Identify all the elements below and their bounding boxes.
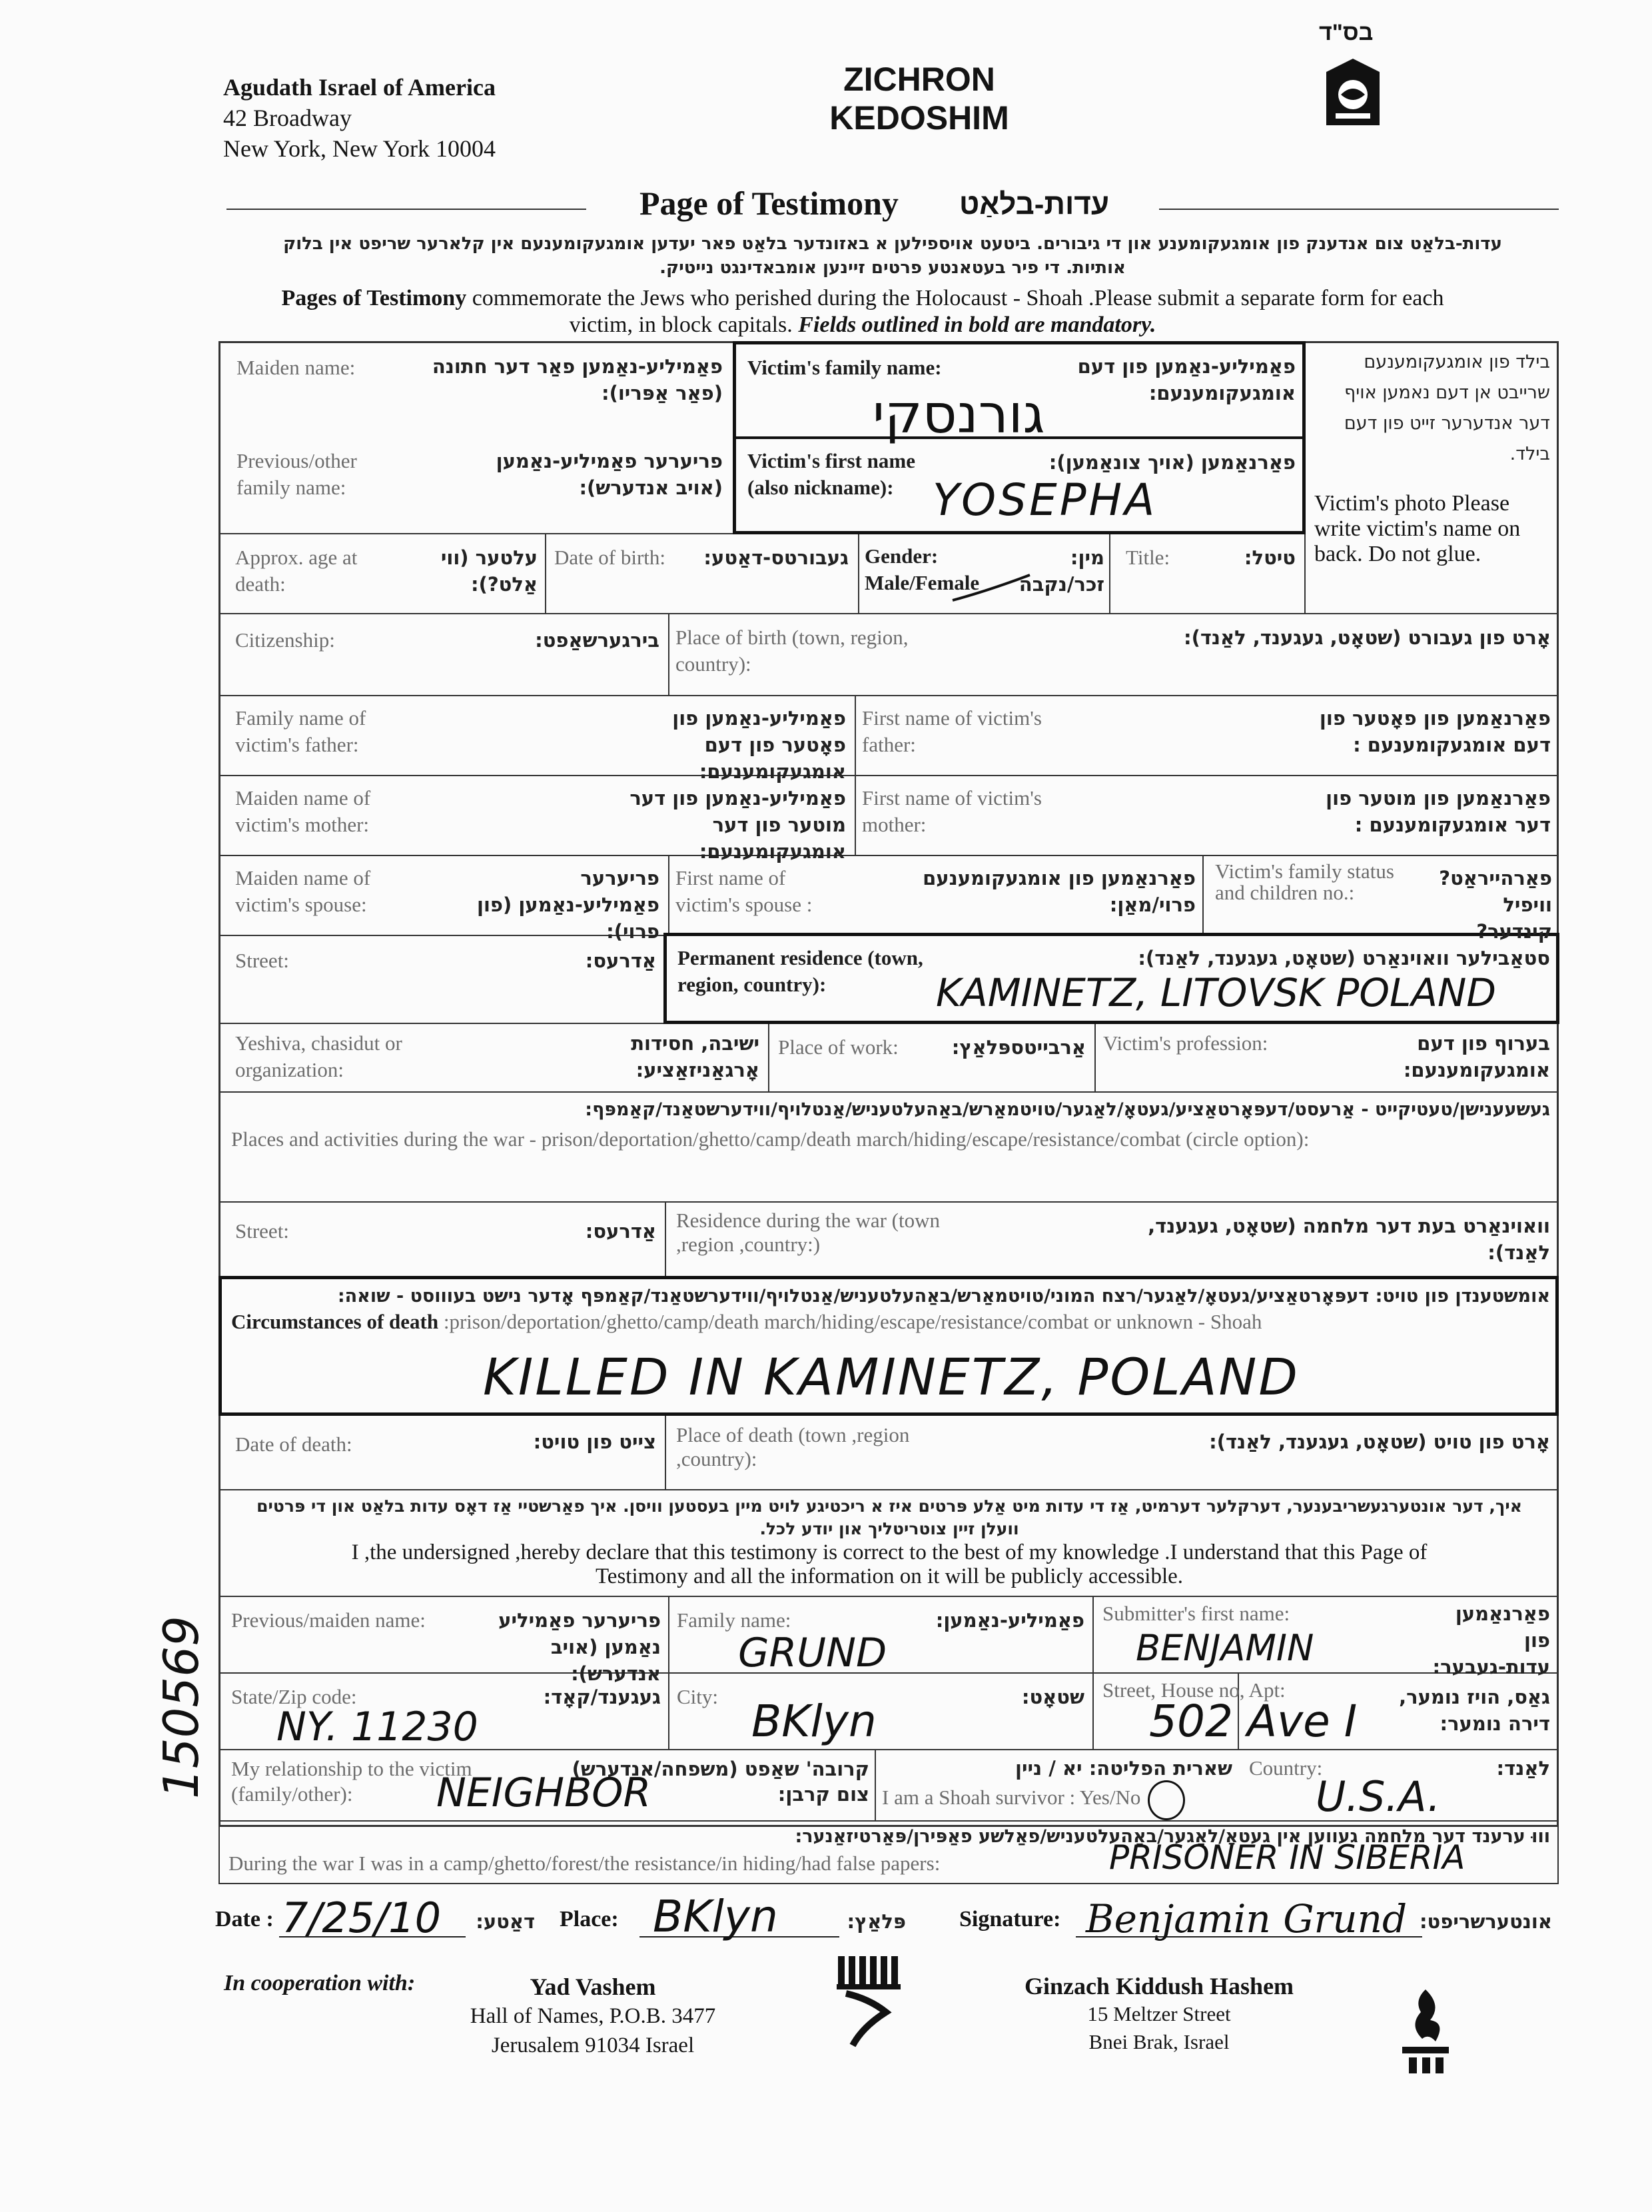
father-family-label-heb: פאַמיליע-נאַמען פון פאָטער פון דעם אומגעקומענעם:	[672, 707, 846, 783]
war-residence-label: Residence during the war (town ,region ,country:)	[676, 1209, 940, 1256]
rule	[218, 1596, 1559, 1597]
submitter-family-label: Family name:	[677, 1608, 791, 1632]
org-street: 42 Broadway	[223, 105, 352, 131]
spouse-maiden-label-heb: פריערער פאַמיליע-נאַמען (פון פרוי):	[477, 867, 659, 943]
field-war-activities[interactable]	[223, 1094, 1555, 1199]
work-label: Place of work:	[778, 1035, 899, 1059]
age-label-heb: עלטער (ווי אַלט?):	[440, 546, 538, 596]
field-spouse-first-name[interactable]	[671, 858, 1201, 933]
rule	[1092, 1596, 1094, 1749]
ginzach-addr-1: 15 Meltzer Street	[1087, 2002, 1231, 2025]
title-label-heb: טיטל:	[1244, 546, 1296, 569]
field-war-street[interactable]	[223, 1205, 663, 1274]
rule	[218, 855, 1559, 856]
signature-label: Signature:	[959, 1907, 1061, 1932]
place-field[interactable]	[560, 1891, 933, 1944]
profession-label-heb: בערוף פון דעם אומגעקומענעם:	[1403, 1032, 1550, 1081]
submitter-previous-label-heb: פריערער פאַמיליע נאַמען (אויב אנדערש):	[498, 1609, 661, 1685]
margin-reference-number: 150569	[153, 1616, 209, 1799]
street-label: Street:	[235, 949, 289, 972]
title-line-2: KEDOSHIM	[829, 99, 1009, 137]
yeshiva-label-heb: ישיבה, חסידות אָרגאַניזאַציע:	[631, 1032, 759, 1081]
rule	[1094, 1023, 1096, 1091]
mother-first-label: First name of victim's mother:	[862, 786, 1042, 836]
submitter-first-value[interactable]: BENJAMIN	[1136, 1627, 1314, 1669]
spouse-first-label-heb: פאַרנאַמען פון אומגעקומענעם פרוי/מאַן:	[923, 867, 1196, 916]
field-place-of-death[interactable]	[669, 1419, 1555, 1487]
family-name-value[interactable]: גורנסקי	[873, 383, 1045, 445]
city-value[interactable]: BKlyn	[751, 1696, 877, 1747]
mother-maiden-label: Maiden name of victim's mother:	[235, 786, 371, 836]
previous-name-label-heb: פריערער פאַמיליע-נאַמען (אויב אנדערש):	[496, 450, 723, 499]
org-city: New York, New York 10004	[223, 135, 496, 162]
field-country[interactable]	[1242, 1752, 1555, 1819]
signature-field[interactable]	[959, 1898, 1559, 1957]
field-maiden-name[interactable]	[223, 346, 729, 420]
street-label-heb: אַדרעס:	[585, 949, 656, 972]
pob-label: Place of birth (town, region, country):	[675, 626, 909, 676]
rule	[218, 1201, 1559, 1203]
age-label: Approx. age at death:	[235, 546, 358, 596]
mother-first-label-heb: פאַרנאַמען פון מוטער פון דער אומגעקומענעם :	[1326, 787, 1551, 836]
war-street-label-heb: אַדרעס:	[585, 1220, 656, 1243]
rule	[668, 1596, 669, 1749]
field-war-whereabouts[interactable]	[223, 1824, 1555, 1884]
bsd-mark: בס"ד	[1319, 20, 1374, 45]
title-label: Title:	[1126, 546, 1170, 569]
date-value[interactable]: 7/25/10	[282, 1894, 442, 1942]
rule	[858, 533, 859, 613]
street-house-label-heb: גאַס, הויז נומער, דירה נומער:	[1399, 1686, 1550, 1735]
father-family-label: Family name of victim's father:	[235, 706, 366, 756]
yad-vashem-block	[453, 1972, 733, 2060]
intro-yiddish-line-1: עדות-בלאַט צום אנדענק פון אומגעקומענע און די גיבורים. ביטעט אויספילען א באזונדער בלאַט פאר יעדען אומגעקומענעם אין קלארער שריפט אין בלוק	[283, 234, 1502, 254]
yad-vashem-addr-1: Hall of Names, P.O.B. 3477	[470, 2004, 716, 2028]
declaration-heb-line-1: איך, דער אונטערגעשריבענער, דערקלער דערמיט, אַז די עדות מיט אַלע פּרטים איז א ריכטיגע לויט מיין בעסטען וויסן. איך פאַרשטיי אַז דאָס עדות בלאַט און די פּרטים	[256, 1496, 1522, 1516]
rule	[1202, 855, 1204, 935]
field-street[interactable]	[223, 938, 663, 1021]
father-first-label: First name of victim's father:	[862, 706, 1042, 756]
state-zip-label: State/Zip code:	[231, 1685, 357, 1708]
war-whereabouts-label-heb: וווּ ערענד דער מלחמה געווען אין געטאָ/לאַגער/באַהעלטעניש/פאַלשע פאַפּירן/פּאַרטיזאַנער:	[795, 1826, 1550, 1847]
gender-label: Gender: Male/Female	[865, 544, 980, 594]
relationship-label-heb: קרובה' שאַפט (משפחה/אנדערש) צום קרבן:	[572, 1758, 869, 1806]
work-label-heb: אַרבייטספּלאַץ:	[951, 1036, 1086, 1059]
survivor-label: I am a Shoah survivor : Yes/No	[882, 1786, 1141, 1809]
family-name-label: Victim's family name:	[747, 356, 942, 379]
agudath-logo-icon	[1322, 56, 1384, 129]
residence-label: Permanent residence (town, region, country):	[677, 946, 923, 996]
date-label-heb: דאַטע:	[476, 1910, 535, 1933]
victim-photo-box	[1309, 343, 1555, 610]
circumstances-value[interactable]: KILLED IN KAMINETZ, POLAND	[483, 1347, 1300, 1406]
street-house-label: Street, House no, Apt:	[1102, 1678, 1286, 1702]
relationship-label: My relationship to the victim (family/other):	[231, 1757, 472, 1806]
father-first-label-heb: פאַרנאַמען פון פאָטער פון דעם אומגעקומענעם :	[1319, 707, 1551, 756]
state-zip-label-heb: געגענד/קאָד:	[543, 1686, 661, 1708]
declaration-heb-line-2: וועלן זיין צוטריטליך און יודע לכל.	[759, 1519, 1019, 1538]
rule	[218, 613, 1559, 614]
dod-label: Date of death:	[235, 1432, 352, 1456]
rule	[218, 1489, 1559, 1490]
field-mother-maiden-name[interactable]	[223, 778, 853, 863]
rule	[668, 855, 669, 935]
field-circumstances-of-death[interactable]	[223, 1281, 1555, 1412]
residence-value[interactable]: KAMINETZ, LITOVSK POLAND	[936, 970, 1497, 1015]
residence-label-heb: סטאַבילער וואוינאַרט (שטאָט, געגענד, לאַנד):	[1138, 947, 1550, 969]
first-name-value[interactable]: YOSEPHA	[933, 474, 1158, 526]
declaration-line-2: Testimony and all the information on it will be publicly accessible.	[595, 1564, 1184, 1588]
intro-line-1: commemorate the Jews who perished during the Holocaust - Shoah .Please submit a separate form for each	[466, 286, 1444, 310]
submitter-first-label: Submitter's first name:	[1102, 1602, 1290, 1625]
circumstances-label: Circumstances of death :prison/deportation/ghetto/camp/death march/hiding/escape/resistance/combat or unknown - Shoah	[231, 1310, 1262, 1333]
ginzach-name: Ginzach Kiddush Hashem	[1024, 1973, 1294, 1999]
rule	[855, 695, 856, 855]
title-rule-left	[226, 209, 586, 210]
rule	[218, 775, 1559, 776]
previous-name-label: Previous/other family name:	[236, 449, 357, 499]
field-family-name[interactable]	[739, 346, 1302, 445]
field-street-house[interactable]	[1096, 1676, 1555, 1748]
street-house-value[interactable]: 502 Ave I	[1149, 1696, 1358, 1747]
field-yeshiva[interactable]	[223, 1026, 766, 1089]
field-date-of-death[interactable]	[223, 1419, 663, 1487]
cooperation-label: In cooperation with:	[224, 1971, 416, 1995]
mother-maiden-label-heb: פאַמיליע-נאַמען פון דער מוטער פון דער אומגעקומענעם:	[629, 787, 846, 863]
rule	[218, 1820, 220, 1884]
war-street-label: Street:	[235, 1219, 289, 1243]
rule	[665, 1201, 666, 1276]
survivor-label-heb: שארית הפליטה: יא / ניין	[1015, 1757, 1232, 1780]
field-submitter-first-name[interactable]	[1096, 1599, 1555, 1678]
submitter-first-label-heb: פאַרנאַמען פון עדות-געבער:	[1432, 1602, 1550, 1678]
rule	[668, 613, 669, 695]
declaration-heb	[236, 1495, 1542, 1540]
survivor-yes-circle	[1148, 1780, 1185, 1820]
field-previous-name[interactable]	[223, 440, 729, 526]
photo-instructions-heb: בילד פון אומגעקומענעם שרייבט אן דעם נאמען אויף דער אנדערער זייט פון דעם בילד.	[1344, 352, 1550, 464]
field-age-at-death[interactable]	[223, 536, 543, 611]
rule	[768, 1023, 769, 1091]
yad-vashem-addr-2: Jerusalem 91034 Israel	[491, 2033, 695, 2057]
spouse-first-label: First name of victim's spouse :	[675, 866, 813, 916]
pod-label: Place of death (town ,region ,country):	[676, 1423, 910, 1470]
circumstances-label-heb: אומשטענדן פון טויט: דעפּאָרטאַציע/געטאָ/לאַגער/רצח המוני/טויטמאַרש/באַהעלטעניש/אַנטלויף/ווידערשטאַנד/קאַמפּף אָדער נישט בעוווסט - שואה:	[337, 1286, 1550, 1307]
maiden-name-label-heb: פאַמיליע-נאַמען פאַר דער חתונה (פאַר אַפּריו):	[432, 355, 723, 404]
org-address-block	[223, 72, 496, 164]
declaration-block	[223, 1492, 1555, 1594]
ginzach-logo-icon	[1389, 1985, 1462, 2079]
field-citizenship[interactable]	[223, 616, 666, 693]
place-value[interactable]: BKlyn	[653, 1891, 778, 1942]
rule	[665, 1414, 666, 1489]
rule	[1109, 533, 1110, 613]
yeshiva-label: Yeshiva, chasidut or organization:	[235, 1031, 402, 1081]
relationship-value[interactable]: NEIGHBOR	[436, 1770, 651, 1816]
rule	[218, 1091, 1559, 1093]
page-title-english: Page of Testimony	[639, 185, 899, 222]
intro-english	[200, 285, 1525, 338]
page-title	[639, 184, 899, 223]
form-series-title	[779, 60, 1059, 137]
field-permanent-residence[interactable]	[669, 938, 1555, 1021]
city-label-heb: שטאָט:	[1021, 1686, 1084, 1708]
ginzach-addr-2: Bnei Brak, Israel	[1088, 2030, 1230, 2053]
field-father-first-name[interactable]	[858, 698, 1556, 773]
yad-vashem-name: Yad Vashem	[530, 1973, 656, 2000]
rule	[218, 1672, 1559, 1674]
field-city[interactable]	[671, 1676, 1090, 1748]
signature-label-heb: אונטערשריפט:	[1419, 1910, 1552, 1933]
field-submitter-previous-name[interactable]	[223, 1599, 666, 1685]
field-submitter-family-name[interactable]	[671, 1599, 1090, 1676]
family-status-label: Victim's family status and children no.:	[1215, 859, 1394, 904]
field-mother-first-name[interactable]	[858, 778, 1556, 853]
rule	[545, 533, 546, 613]
intro-lead: Pages of Testimony	[281, 286, 467, 310]
ginzach-block	[986, 1972, 1332, 2056]
family-name-label-heb: פאַמיליע-נאַמען פון דעם אומגעקומענעם:	[1077, 355, 1296, 404]
submitter-family-value[interactable]: GRUND	[738, 1630, 887, 1676]
place-label: Place:	[560, 1907, 619, 1932]
war-whereabouts-value[interactable]: PRISONER IN SIBERIA	[1109, 1838, 1465, 1877]
spouse-maiden-label: Maiden name of victim's spouse:	[235, 866, 371, 916]
dob-label: Date of birth:	[554, 546, 666, 569]
signature-value[interactable]: Benjamin Grund	[1086, 1896, 1408, 1941]
declaration-english	[236, 1540, 1542, 1588]
profession-label: Victim's profession:	[1103, 1031, 1268, 1055]
field-shoah-survivor[interactable]	[878, 1752, 1238, 1819]
field-spouse-maiden-name[interactable]	[223, 858, 666, 943]
pod-label-heb: אָרט פון טויט (שטאָט, געגענד, לאַנד):	[1209, 1430, 1550, 1453]
field-place-of-work[interactable]	[773, 1026, 1092, 1089]
country-value[interactable]: U.S.A.	[1316, 1772, 1441, 1821]
field-title[interactable]	[1112, 536, 1302, 611]
citizenship-label-heb: בירגערשאַפט:	[535, 629, 659, 652]
maiden-name-label: Maiden name:	[236, 356, 356, 379]
field-family-status[interactable]	[1206, 858, 1556, 943]
first-name-label-heb: פאַרנאַמען (אויך צונאַמען):	[1048, 451, 1296, 474]
rule	[218, 695, 1559, 696]
war-activities-label-heb: געשעענישן/טעטיקייט - אַרעסט/דעפּאָרטאַציע/געטאָ/לאַגער/טויטמאַרש/באַהעלטעניש/אַנטלויף/ווידערשטאַנד/קאַמפּף:	[585, 1099, 1550, 1120]
rule	[218, 1883, 1559, 1884]
war-whereabouts-label: During the war I was in a camp/ghetto/forest/the resistance/in hiding/had false papers:	[228, 1852, 941, 1875]
dob-label-heb: געבורטס-דאַטע:	[703, 546, 849, 569]
war-residence-label-heb: וואוינאַרט בעת דער מלחמה (שטאָט, געגענד, לאַנד):	[1148, 1215, 1550, 1264]
intro-yiddish	[226, 232, 1559, 280]
gender-label-heb: מין: זכר/נקבה	[1019, 546, 1104, 596]
declaration-line-1: I ,the undersigned ,hereby declare that this testimony is correct to the best of my knowledge .I understand that this Page of	[351, 1540, 1428, 1564]
city-label: City:	[677, 1685, 719, 1708]
country-label-heb: לאַנד:	[1496, 1757, 1550, 1780]
dod-label-heb: צייט פון טויט:	[533, 1430, 656, 1453]
rule	[875, 1749, 876, 1820]
rule	[1557, 1820, 1559, 1884]
title-rule-right	[1159, 209, 1559, 210]
field-gender[interactable]	[861, 536, 1107, 611]
field-father-family-name[interactable]	[223, 698, 853, 783]
photo-instructions: Victim's photo Please write victim's name on back. Do not glue.	[1314, 491, 1521, 566]
gender-options: Male/Female	[865, 571, 980, 594]
field-profession[interactable]	[1099, 1026, 1555, 1089]
citizenship-label: Citizenship:	[235, 628, 335, 652]
date-label: Date :	[215, 1907, 274, 1932]
submitter-previous-label: Previous/maiden name:	[231, 1608, 426, 1632]
field-date-of-birth[interactable]	[548, 536, 855, 611]
state-zip-value[interactable]: NY. 11230	[276, 1704, 478, 1750]
pob-label-heb: אָרט פון געבורט (שטאָט, געגענד, לאַנד):	[1183, 626, 1551, 649]
yad-vashem-logo-icon	[833, 1952, 906, 2052]
country-label: Country:	[1249, 1756, 1323, 1780]
war-activities-label: Places and activities during the war - prison/deportation/ghetto/camp/death march/hiding/escape/resistance/combat (circle option):	[231, 1127, 1310, 1151]
field-war-residence[interactable]	[669, 1205, 1555, 1274]
family-status-label-heb: פאַרהייראַט? וויפיל קינדער?	[1439, 867, 1552, 943]
intro-yiddish-line-2: אותיות. די פיר בעטאנטע פרטים זיינען אומבאדינגט נייטיק.	[659, 258, 1126, 278]
field-state-zip[interactable]	[223, 1676, 666, 1748]
intro-line-2: victim, in block capitals.	[569, 312, 799, 337]
first-name-label: Victim's first name (also nickname):	[747, 449, 915, 499]
place-label-heb: פּלאַץ:	[847, 1910, 906, 1933]
date-field[interactable]	[215, 1894, 588, 1944]
org-name: Agudath Israel of America	[223, 74, 496, 101]
field-first-name[interactable]	[739, 441, 1302, 528]
submitter-family-label-heb: פאַמיליע-נאַמען:	[935, 1609, 1084, 1632]
title-line-1: ZICHRON	[843, 61, 995, 98]
page-title-yiddish: עדות-בלאַט	[959, 188, 1110, 221]
intro-mandatory-note: Fields outlined in bold are mandatory.	[798, 312, 1156, 337]
field-place-of-birth[interactable]	[671, 616, 1556, 693]
